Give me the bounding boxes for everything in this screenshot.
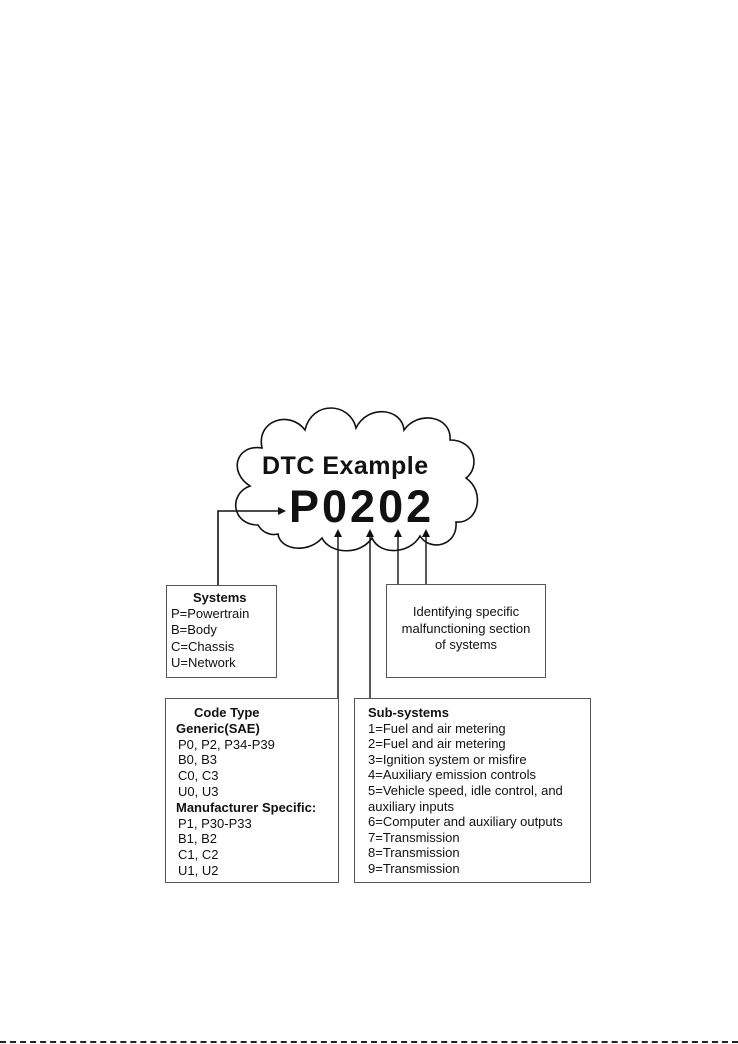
- subsystems-item: 3=Ignition system or misfire: [368, 751, 527, 767]
- subsystems-item: 4=Auxiliary emission controls: [368, 767, 536, 783]
- subsystems-item: 1=Fuel and air metering: [368, 720, 506, 736]
- generic-item: P0, P2, P34-P39: [178, 736, 275, 752]
- subsystems-title: Sub-systems: [368, 705, 449, 720]
- systems-item: C=Chassis: [171, 638, 235, 654]
- systems-box: [166, 585, 277, 678]
- subsystems-item: 2=Fuel and air metering: [368, 736, 506, 752]
- generic-item: C0, C3: [178, 768, 219, 784]
- subsystems-item: 8=Transmission: [368, 845, 460, 861]
- subsystems-item: 5=Vehicle speed, idle control, and: [368, 782, 563, 798]
- identify-line: of systems: [434, 637, 498, 652]
- manufacturer-item: C1, C2: [178, 847, 219, 863]
- subsystems-item: 9=Transmission: [368, 860, 460, 876]
- identifying-section-box: [386, 584, 546, 678]
- systems-item: B=Body: [171, 622, 217, 638]
- manufacturer-item: U1, U2: [178, 862, 219, 878]
- code-type-box: [165, 698, 339, 883]
- systems-title: Systems: [193, 590, 247, 605]
- generic-heading: Generic(SAE): [176, 720, 260, 736]
- subsystems-box: [354, 698, 591, 883]
- generic-item: B0, B3: [178, 752, 218, 768]
- systems-item: U=Network: [171, 654, 236, 670]
- page-divider: [0, 1041, 738, 1043]
- subsystems-item: 7=Transmission: [368, 829, 460, 845]
- manufacturer-heading: Manufacturer Specific:: [176, 799, 317, 815]
- code-type-title: Code Type: [194, 705, 260, 720]
- generic-item: U0, U3: [178, 783, 219, 799]
- dtc-code: P0202: [289, 481, 435, 532]
- systems-item: P=Powertrain: [171, 606, 250, 622]
- subsystems-item: 6=Computer and auxiliary outputs: [368, 814, 563, 830]
- manufacturer-item: B1, B2: [178, 831, 218, 847]
- subsystems-item: auxiliary inputs: [368, 798, 454, 814]
- identify-line: malfunctioning section: [401, 620, 531, 636]
- manufacturer-item: P1, P30-P33: [178, 815, 252, 831]
- cloud-title: DTC Example: [262, 452, 429, 480]
- identify-line: Identifying specific: [412, 604, 520, 619]
